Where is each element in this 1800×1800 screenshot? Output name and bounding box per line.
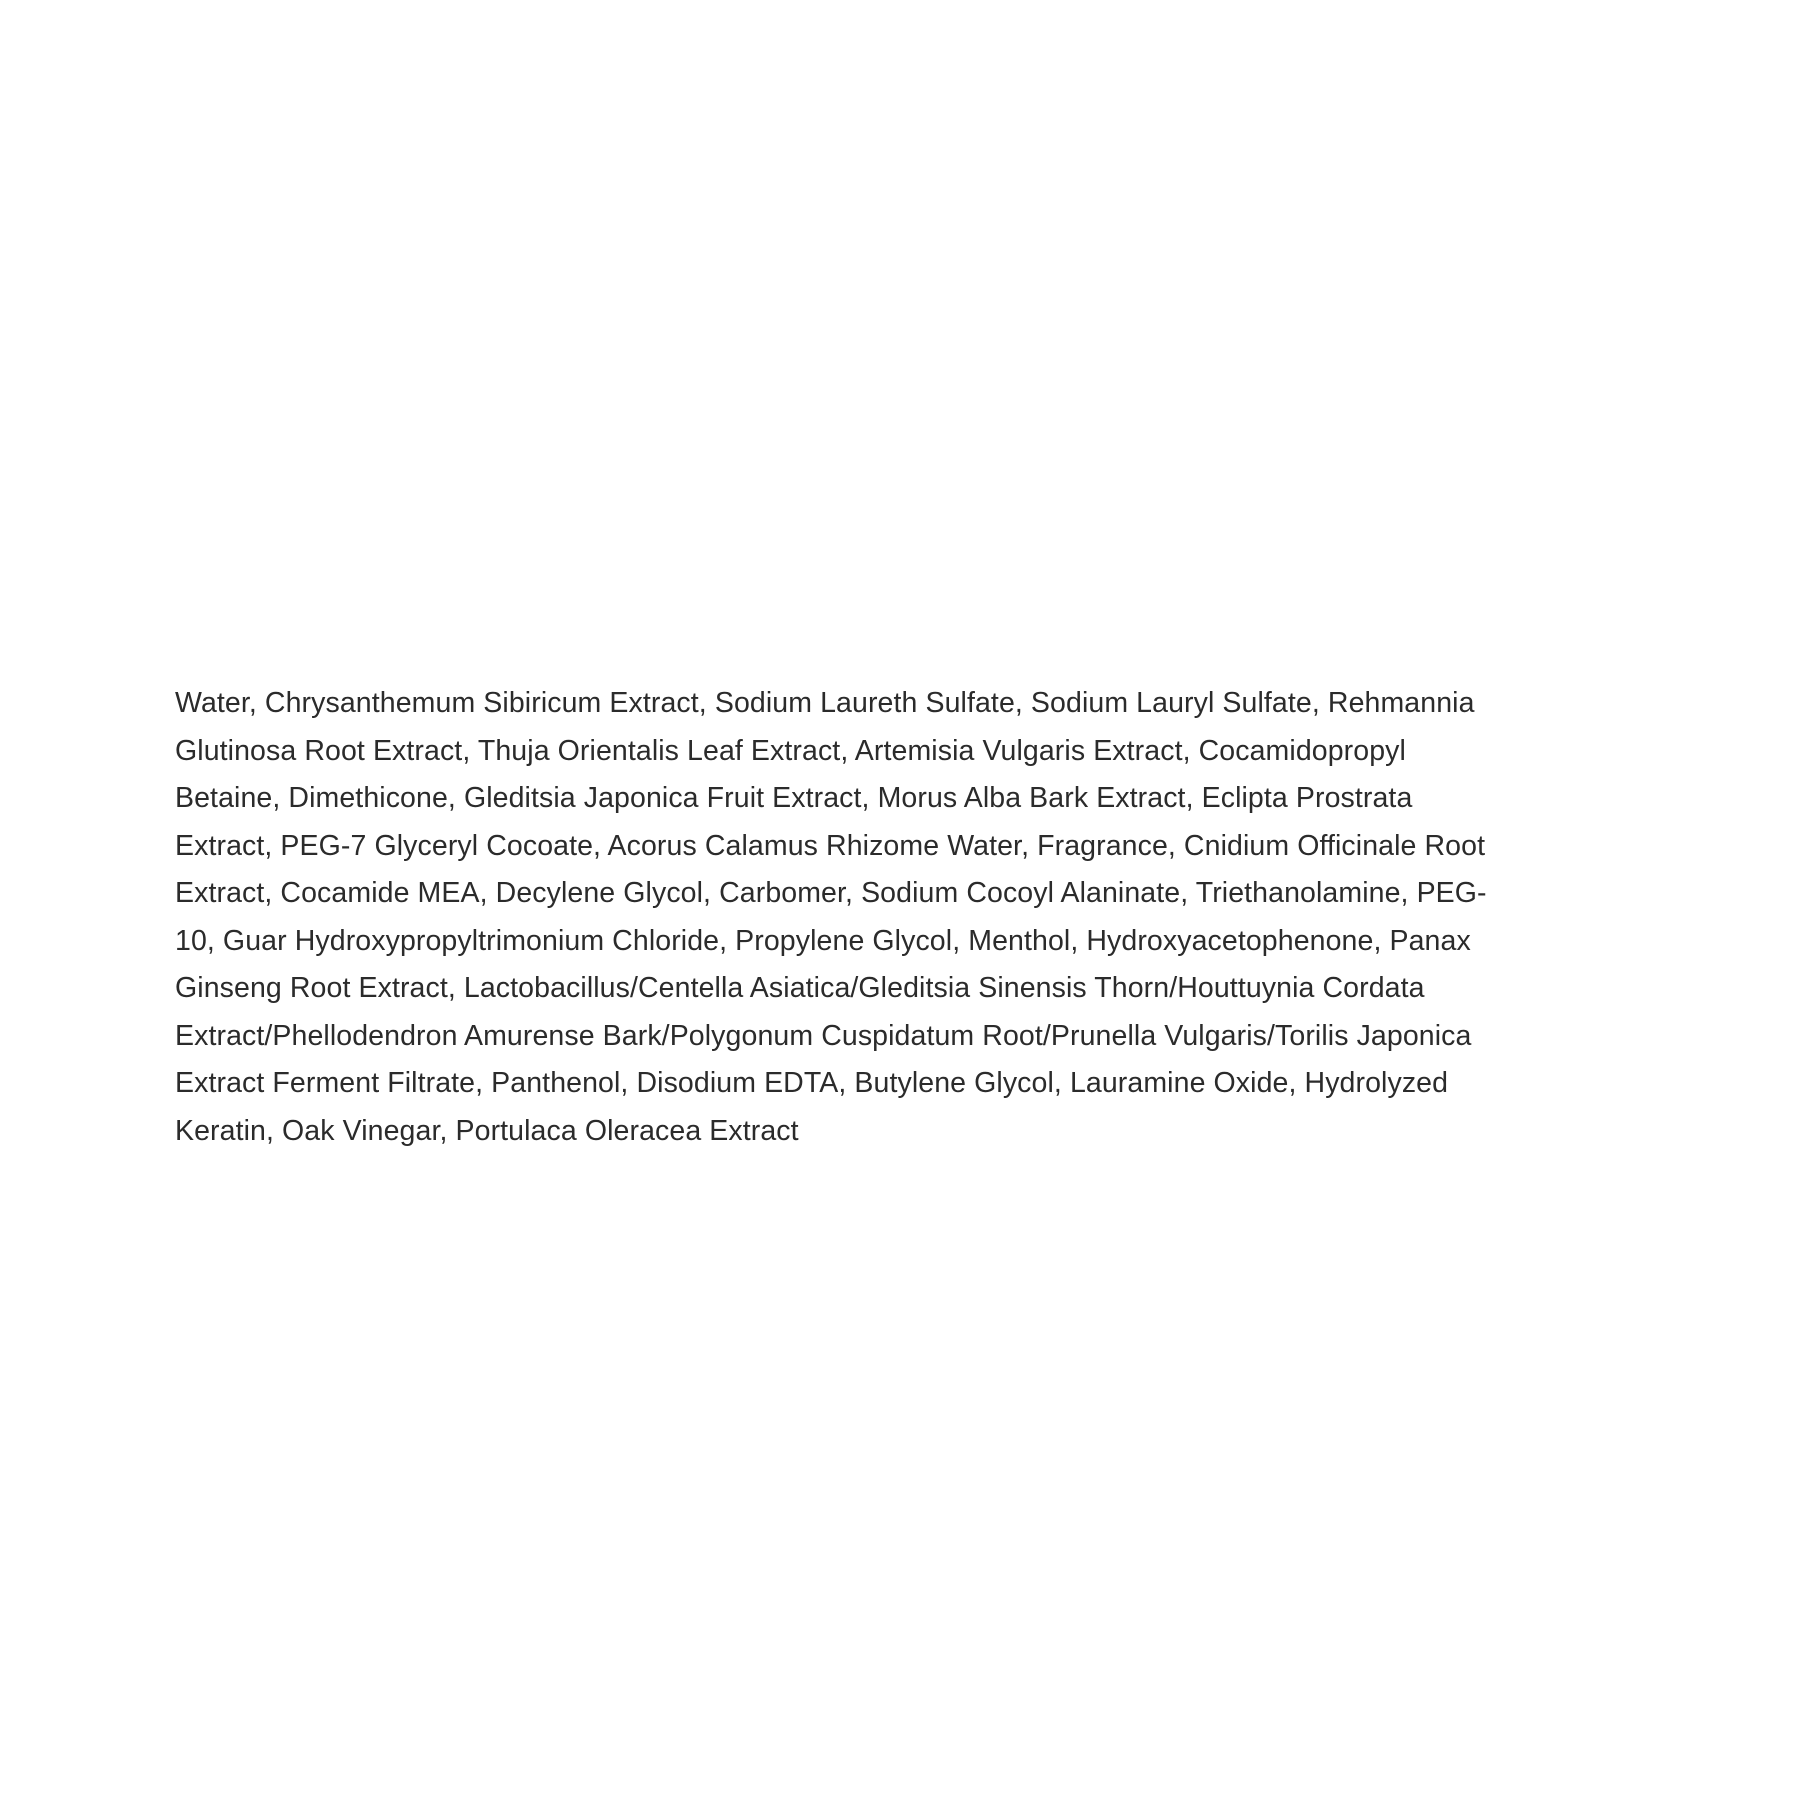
- ingredients-line-7: Ginseng Root Extract, Lactobacillus/Centella Asiatica/Gleditsia Sinensis Thorn/Houttuynia Cordata: [175, 972, 1425, 1004]
- ingredients-text-block: [175, 680, 1645, 1155]
- ingredients-line-1: Water, Chrysanthemum Sibiricum Extract, Sodium Laureth Sulfate, Sodium Lauryl Sulfate, Rehmannia: [175, 687, 1475, 719]
- ingredients-line-6: 10, Guar Hydroxypropyltrimonium Chloride, Propylene Glycol, Menthol, Hydroxyacetophenone, Panax: [175, 924, 1471, 957]
- ingredients-line-5: Extract, Cocamide MEA, Decylene Glycol, Carbomer, Sodium Cocoyl Alaninate, Triethanolamine, PEG-: [175, 877, 1487, 909]
- ingredients-line-2: Glutinosa Root Extract, Thuja Orientalis Leaf Extract, Artemisia Vulgaris Extract, Cocamidopropyl: [175, 734, 1406, 767]
- ingredients-line-8: Extract/Phellodendron Amurense Bark/Polygonum Cuspidatum Root/Prunella Vulgaris/Torilis Japonica: [175, 1019, 1472, 1052]
- ingredients-line-9: Extract Ferment Filtrate, Panthenol, Disodium EDTA, Butylene Glycol, Lauramine Oxide, Hydrolyzed: [175, 1067, 1449, 1099]
- ingredients-line-4: Extract, PEG-7 Glyceryl Cocoate, Acorus Calamus Rhizome Water, Fragrance, Cnidium Officinale Root: [175, 829, 1486, 862]
- ingredients-line-10: Keratin, Oak Vinegar, Portulaca Oleracea Extract: [175, 1114, 799, 1147]
- ingredients-line-3: Betaine, Dimethicone, Gleditsia Japonica Fruit Extract, Morus Alba Bark Extract, Eclipta Prostrata: [175, 782, 1413, 814]
